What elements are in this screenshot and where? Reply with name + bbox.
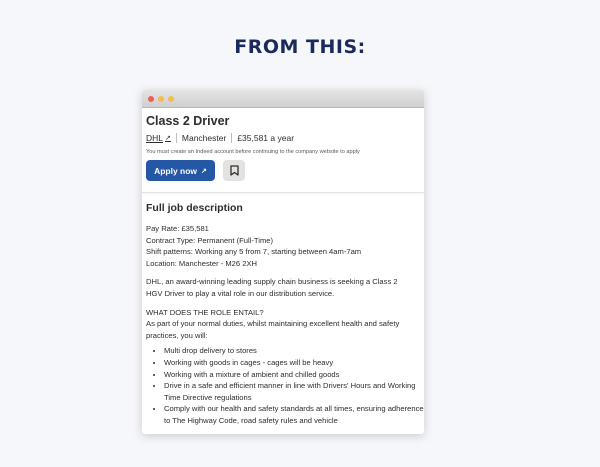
job-title: Class 2 Driver: [146, 114, 230, 128]
minimize-window-icon[interactable]: [158, 96, 164, 102]
apply-now-button[interactable]: [146, 160, 215, 181]
job-actions: [146, 160, 424, 181]
text-line: practices, you will:: [146, 330, 208, 340]
list-item: • Working with goods in cages - cages will be heavy: [164, 357, 424, 369]
detail-line: Contract Type: Permanent (Full-Time): [146, 235, 274, 245]
apply-notice: You must create an Indeed account before continuing to the company website to apply: [146, 149, 360, 155]
job-salary: £35,581 a year: [237, 133, 295, 143]
meta-divider: [176, 133, 177, 143]
job-meta: [146, 133, 424, 143]
text-line: As part of your normal duties, whilst maintaining excellent health and safety: [146, 319, 400, 329]
list-item: • Comply with our health and safety standards at all times, ensuring adherence to The Highway Code, road safety rules and vehicle: [164, 403, 424, 426]
detail-line: Shift patterns: Working any 5 from 7, starting between 4am-7am: [146, 247, 362, 257]
role-heading: WHAT DOES THE ROLE ENTAIL?: [146, 307, 264, 317]
external-link-icon: ↗: [165, 135, 171, 142]
description-title: Full job description: [146, 202, 243, 214]
list-item: • Working with a mixture of ambient and chilled goods: [164, 369, 424, 381]
job-header: [142, 108, 424, 193]
company-link[interactable]: [146, 133, 171, 143]
duties-list: [146, 345, 424, 426]
window-titlebar: [142, 90, 424, 108]
apply-now-label: Apply now: [154, 165, 198, 176]
list-item: • Drive in a safe and efficient manner in line with Drivers' Hours and Working Time Directive regulations: [164, 380, 424, 403]
company-name: DHL: [146, 133, 164, 143]
text-line: HGV Driver to play a vital role in our distribution service.: [146, 288, 335, 298]
meta-divider: [231, 133, 232, 143]
maximize-window-icon[interactable]: [168, 96, 174, 102]
role-section: [146, 307, 424, 342]
close-window-icon[interactable]: [148, 96, 154, 102]
job-description: [142, 193, 424, 427]
job-details: [146, 223, 424, 269]
save-job-button[interactable]: [223, 160, 245, 181]
job-location: Manchester: [181, 133, 227, 143]
intro-paragraph: [146, 276, 424, 299]
page-heading: FROM THIS:: [234, 36, 366, 58]
detail-line: Pay Rate: £35,581: [146, 224, 209, 233]
bookmark-icon: [230, 165, 239, 176]
text-line: DHL, an award-winning leading supply chain business is seeking a Class 2: [146, 277, 398, 287]
external-link-icon: ↗: [201, 167, 207, 175]
browser-window: [142, 90, 424, 434]
list-item: • Multi drop delivery to stores: [164, 345, 424, 357]
detail-line: Location: Manchester - M26 2XH: [146, 258, 258, 268]
